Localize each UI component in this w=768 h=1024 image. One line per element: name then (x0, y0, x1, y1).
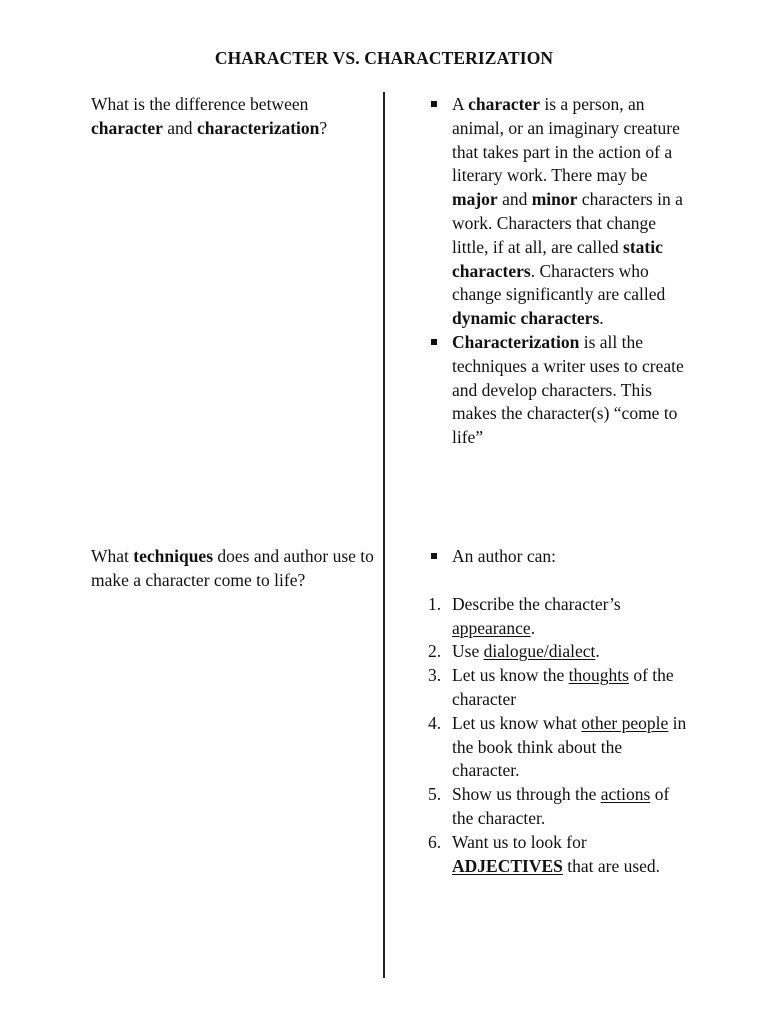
technique-adjectives (428, 831, 688, 879)
technique-text: Use (452, 641, 484, 662)
technique-keyword: thoughts (568, 665, 629, 686)
list-number: 4. (428, 712, 442, 733)
term-techniques: techniques (133, 546, 214, 566)
term-static-characters: static characters (452, 236, 663, 281)
question-difference (91, 93, 376, 141)
question-text: What is the difference between (91, 94, 309, 114)
definition-text: is a person, an animal, or an imaginary creature that takes part in the action of a literary work. There may be (452, 94, 680, 186)
technique-text: of the character. (452, 784, 670, 828)
term-major: major (452, 189, 498, 210)
term-character: character (468, 94, 540, 114)
list-number: 5. (428, 784, 442, 805)
technique-actions (428, 783, 688, 831)
definition-text: A (452, 94, 469, 114)
technique-text: . (530, 617, 536, 638)
term-characterization: characterization (196, 117, 320, 138)
author-can-intro: An author can: (428, 545, 688, 569)
term-character: character (91, 117, 163, 138)
column-divider (383, 92, 385, 978)
technique-thoughts (428, 664, 688, 712)
list-number: 1. (428, 593, 442, 614)
technique-text: Let us know the (452, 665, 569, 686)
question-text: and (162, 117, 197, 138)
term-minor: minor (531, 189, 578, 210)
page-title: CHARACTER VS. CHARACTERIZATION (214, 48, 554, 68)
question-techniques (91, 545, 376, 593)
list-number: 3. (428, 665, 442, 686)
technique-text: . (595, 641, 600, 662)
technique-text: Show us through the (452, 784, 601, 805)
answer-techniques (428, 545, 688, 878)
technique-text: Let us know what (452, 712, 582, 733)
answer-difference (428, 93, 688, 450)
definition-characterization (428, 331, 688, 450)
question-text: What (91, 546, 134, 566)
technique-appearance (428, 593, 688, 641)
technique-text: of the character (452, 665, 674, 709)
technique-keyword: dialogue/dialect (483, 641, 596, 662)
technique-other-people (428, 712, 688, 783)
term-characterization: Characterization (452, 331, 580, 352)
term-dynamic-characters: dynamic characters (452, 308, 600, 329)
technique-dialogue (428, 640, 688, 664)
question-text: ? (319, 117, 328, 138)
technique-keyword: other people (581, 712, 669, 733)
intro-list (428, 545, 688, 569)
technique-text: in the book think about the character. (452, 712, 687, 781)
technique-list (428, 593, 688, 879)
technique-keyword: appearance (452, 617, 531, 638)
definition-text: . Characters who change significantly are called (452, 260, 666, 305)
definition-character (428, 93, 688, 331)
definition-list (428, 93, 688, 450)
definition-text: and (497, 189, 532, 210)
list-number: 6. (428, 831, 442, 852)
definition-text: is all the techniques a writer uses to create and develop characters. This makes the character(s) “come to life” (452, 331, 684, 448)
spacer (428, 569, 688, 593)
question-text: does and author use to make a character come to life? (91, 546, 374, 590)
technique-keyword: ADJECTIVES (452, 855, 563, 876)
technique-text: that are used. (562, 855, 661, 876)
technique-text: Want us to look for (452, 831, 587, 852)
list-number: 2. (428, 641, 442, 662)
technique-keyword: actions (600, 784, 651, 805)
definition-text: . (599, 308, 604, 329)
technique-text: Describe the character’s (452, 593, 621, 614)
definition-text: characters in a work. Characters that change little, if at all, are called (452, 189, 683, 257)
